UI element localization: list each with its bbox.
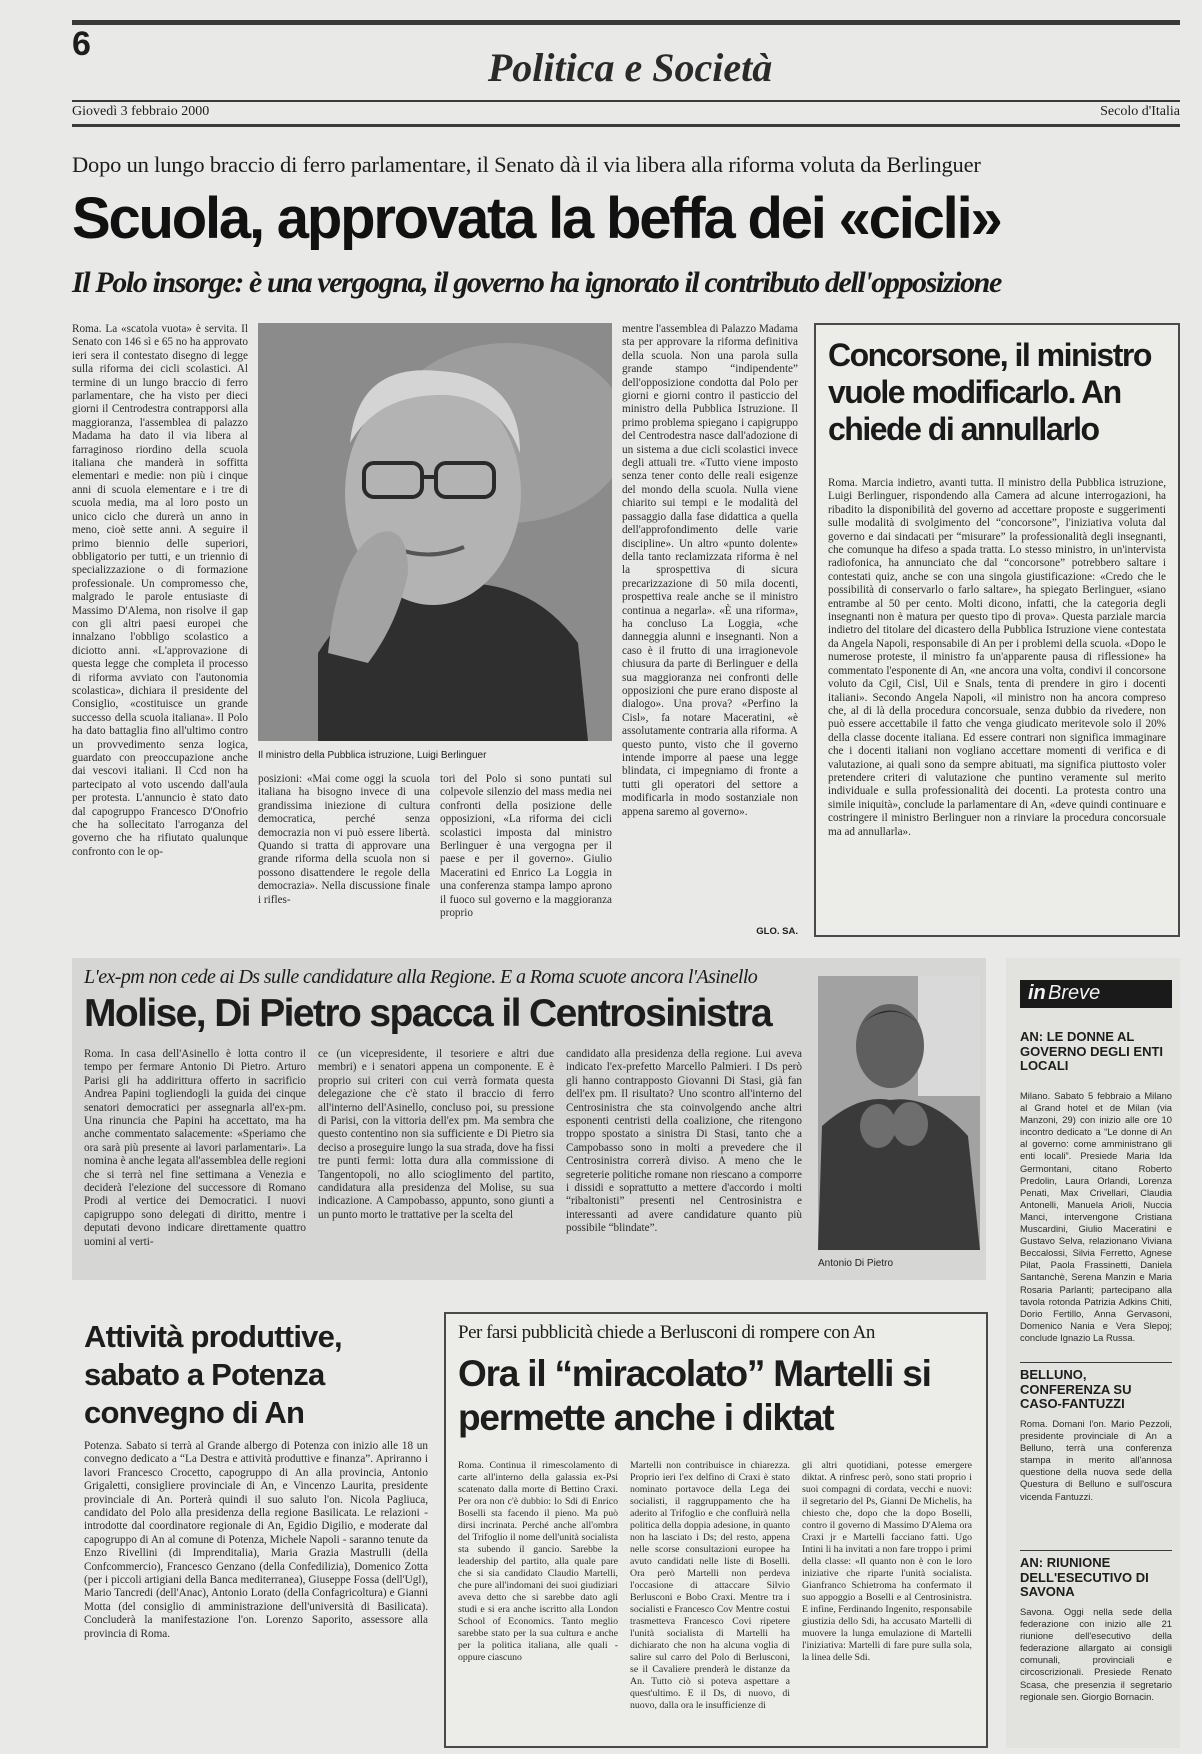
martelli-col-2-text: Martelli non contribuisce in chiarezza. Proprio ieri l'ex delfino di Craxi è stato nominato portavoce della Lega dei socialisti, il raggruppamento che ha aderito al Trifoglio e che confluirà nella politica della doppia adesione, in quanto non ha lasciato i Ds; del resto, appena nelle scorse consultazioni europee ha avuto candidati nelle liste di Boselli. Ora però Martelli non perdeva l'occasione di attaccare Silvio Berlusconi e Bobo Craxi. Mentre tra i socialisti e Francesco Cov Mentre costui trasmetteva Francesco Covi ripetere l'unità socialista di Martelli ha dichiarato che non ha alcuna voglia di salire sul carro del Polo di Berlusconi, se il Cavaliere prenderà le distanze da An. Tutto ciò si poteva aspettare a quest'ultimo. E il Ds, di nuovo, di nuovo, dalla ora le insufficienze di [630,1460,790,1711]
molise-headline: Molise, Di Pietro spacca il Centrosinistra [84,992,772,1035]
potenza-text: Potenza. Sabato si terrà al Grande albergo di Potenza con inizio alle 18 un convegno dedicato a “La Destra e attività produttive e finanza”. Apriranno i lavori Francesco Crocetto, capogruppo di An alla provincia, Antonio Grigaletti, consigliere provinciale di An, e Vincenzo Laurita, presidente provinciale di An. Porterà quindi il suo saluto l'on. Nicola Pagliuca, candidato del Polo alla presidenza della regione Basilicata. Le relazioni - introdotte dal coordinatore regionale di An, Egidio Digilio, e moderate dal capogruppo di An al comune di Potenza, Michele Napoli - saranno tenute da Enzo Rivellini (di Imprenditalia), Maria Grazia Mastrulli (della Confcommercio), Francesco Genzano (della Confedilizia), Domenico Zotta (per i piccoli artigiani della Banca mediterranea), Giuseppe Fossa (dell'Ugl), Mario Tancredi (dell'Anac), Antonio Lorato (della Confagricoltura) e Gianni Motta (del consiglio di amministrazione dell'università di Basilicata). Concluderà la manifestazione l'on. Lorenzo Saporito, assessore alla provincia di Roma. [84,1440,428,1640]
molise-kicker: L'ex-pm non cede ai Ds sulle candidature alla Regione. E a Roma scuote ancora l'Asinello [84,966,758,988]
martelli-col-3-text: gli altri quotidiani, potesse emergere diktat. A rinfresc però, sono stati proprio i suoi compagni di cordata, vecchi e nuovi: il segretario del Ps, Gianni De Michelis, ha chiesto che, dopo che la dopo Boselli, contro il governo di Massimo D'Alema ora Craxi jr e Martelli facciano fatti. Ugo Intini li ha invitati a non fare troppo i primi della classe: «Il quanto non è con le loro iniziative che riparte l'unità socialista. Gianfranco Schietroma ha confermato il suo appoggio a Boselli e al Centrosinistra. E infine, Ferdinando Ingenito, responsabile giustizia dello Sdi, ha accusato Martelli di muovere la lunga emulazione di Martelli l'iniziativa: Martelli di fare pure sulla sola, la linea delle Sdi. [802,1460,972,1663]
page-number: 6 [72,25,91,63]
potenza-headline: Attività produttive, sabato a Potenza convegno di An [84,1319,342,1430]
main-col-3-text: tori del Polo si sono puntati sul colpevole silenzio del mass media nei confronti della posizione delle opposizioni, «La riforma dei cicli scolastici imposta dal ministro Berlinguer è una vergogna per il paese e per il governo». Giulio Maceratini ed Enrico La Loggia in una conferenza stampa lampo aprono il fuoco sul governo e la maggioranza proprio [440,773,612,920]
berlinguer-caption: Il ministro della Pubblica istruzione, Luigi Berlinguer [258,750,487,761]
martelli-headline: Ora il “miracolato” Martelli si permette anche i diktat [458,1353,931,1438]
top-rule [72,20,1180,25]
date-rule [72,124,1180,127]
main-col-4-text: mentre l'assemblea di Palazzo Madama sta per approvare la riforma definitiva della scuola. Non una parola sulla grande stampo “indipendente” dell'opposizione condotta dal Polo per giorni e giorni contro il pasticcio del ministro della Pubblica Istruzione. Il primo problema spiegano i capigruppo del Centrodestra nasce dall'adozione di un sistema a due cicli scolastici invece degli attuali tre. «Tutto viene imposto senza tener conto delle reali esigenze del mondo della scuola. Nulla viene chiarito sui tempi e le modalità del passaggio dalla fase didattica a quella dell'approfondimento delle varie discipline». Un altro «punto dolente» della tanto reclamizzata riforma è nel la sprospettiva di sicura precarizzazione di 50 mila docenti, prospettiva reale anche se il ministro continua a negarla». «È una riforma», ha concluso La Loggia, «che danneggia alunni e insegnanti. Non a caso è il frutto di una irragionevole chiusura da parte di Berlinguer e della sua maggioranza nei confronti delle opposizioni che pure erano disposte al dialogo». Una prova? «Perfino la Cisl», fa notare Maceratini, «è assolutamente contraria alla riforma. A questo punto, visto che il governo intende imporre al paese una legge blindata, ci impegniamo di fronte a tutti gli operatori del settore a modificarla in modo sostanziale non appena saremo al governo». [622,323,798,818]
masthead-rule [72,100,1180,102]
molise-col-1-text: Roma. In casa dell'Asinello è lotta contro il tempo per fermare Antonio Di Pietro. Arturo Parisi gli ha addirittura offerto in sacrificio Andrea Papini togliendogli la guida dei cinque senatori democratici per assegnarla all'ex-pm. Una rinuncia che Papini ha accettato, ma ha anche commentato salacemente: «Speriamo che ora sarà più presente ai lavori parlamentari». La nomina è anche legata all'assemblea delle regioni che si terrà nel fine settimana a Venezia e deciderà l'elezione del successore di Romano Prodi al vertice dei Democratici. I nuovi capigruppo sono delegati di diritto, mentre i deputati devono indicare direttamente quattro uomini al verti- [84,1048,306,1248]
dipietro-caption: Antonio Di Pietro [818,1258,894,1269]
main-headline: Scuola, approvata la beffa dei «cicli» [72,186,1001,251]
concorsone-body [828,477,1166,925]
berlinguer-photo [258,323,612,741]
main-col-2-bottom [258,773,430,943]
breve-divider-1 [1020,1362,1172,1363]
breve-1-text: Milano. Sabato 5 febbraio a Milano al Grand hotel et de Milan (via Manzoni, 29) con inizio alle ore 10 incontro dedicato a “Le donne di An al governo: come amministrano gli enti locali”. Presiede Maria Ida Germontani, citano Roberto Predolin, Laura Orlandi, Lorenza Penati, Max Crivellari, Claudia Antonelli, Manuela Arioli, Nuccia Manci, intervengone Cristiana Muscardini, Giulio Maceratini e Gustavo Selva, relazionano Viviana Beccalossi, Silvia Ferretto, Agnese Pilat, Paola Frassinetti, Daniela Santanchè, Serena Manzin e Maria Rosaria Parlanti; partecipano alla tavola rotonda Patrizia Adkins Chiti, Dorio Fertillo, Anna Gervasoni, Domenico Nania e Vera Slepoj; conclude Ignazio La Russa. [1020,1090,1172,1343]
dipietro-illustration [818,976,980,1250]
breve-3-text: Savona. Oggi nella sede della federazione con inizio alle 21 riunione dell'esecutivo della federazione allargato ai consigli comunali, provinciali e circoscrizionali. Presiede Renato Scasa, che presenzia il segretario regionale sen. Giorgio Bornacin. [1020,1606,1172,1702]
issue-date: Giovedì 3 febbraio 2000 [72,104,210,119]
breve-1-title: AN: LE DONNE AL GOVERNO DEGLI ENTI LOCALI [1020,1029,1164,1073]
martelli-col-3 [802,1460,972,1740]
brevi-header-in: in [1028,982,1046,1004]
breve-3-title: AN: RIUNIONE DELL'ESECUTIVO DI SAVONA [1020,1555,1149,1599]
molise-col-3 [566,1048,802,1272]
martelli-kicker: Per farsi pubblicità chiede a Berlusconi di rompere con An [458,1322,875,1343]
molise-col-3-text: candidato alla presidenza della regione. Lui aveva indicato l'ex-prefetto Marcello Palmieri. I Ds però gli hanno contrapposto Giovanni Di Stasi, già fan dell'ex pm. Il risultato? Uno scontro all'interno del Centrosinistra che sta coinvolgendo anche altri esponenti centristi della coalizione, che ritengono troppo spostato a sinistra Di Stasi, tanto che a Campobasso sono in molti a prevedere che il Centrosinistra correrà diviso. A meno che le segreterie politiche romane non riescano a comporre i dissidi e soprattutto a mettere d'accordo i molti “ribaltonisti” presenti nel Centrosinistra e interessanti ad avere candidature quanto più possibile “blindate”. [566,1048,802,1235]
molise-col-2 [318,1048,554,1272]
martelli-col-2 [630,1460,790,1740]
section-title: Politica e Società [487,45,773,90]
martelli-col-1-text: Roma. Continua il rimescolamento di carte all'interno della galassia ex-Psi scatenato dalla morte di Bettino Craxi. Per ora non c'è dubbio: lo Sdi di Enrico Boselli sta facendo il pieno. Ma può dirsi incrinata. Perché anche all'ombra del Trifoglio il nome dell'unità socialista sta subendo il gancio. Sarebbe la leadership del partito, alla quale pare che si sia candidato Claudio Martelli, che pure all'indomani dei suoi giudiziari aveva detto che si sarebbe dato agli studi e si era anche iscritto alla London School of Economics. Tanto meglio sarebbe stato per la sua cultura e anche per la politica italiana, alle quali - oppure ciascuno [458,1460,618,1663]
main-col-3-bottom [440,773,612,943]
breve-2-title: BELLUNO, CONFERENZA SU CASO-FANTUZZI [1020,1367,1132,1411]
potenza-body [84,1440,428,1742]
concorsone-box [814,323,1180,937]
dipietro-photo [818,976,980,1250]
main-col-1-text: Roma. La «scatola vuota» è servita. Il Senato con 146 sì e 65 no ha approvato ieri sera il contestato disegno di legge sulla riforma dei cicli scolastici. Al termine di un lungo braccio di ferro parlamentare, che ha visto per dieci giorni il Centrodestra contrapporsi alla maggioranza, l'assemblea di palazzo Madama ha dato il via libera al farraginoso riordino della scuola italiana che manderà in soffitta elementari e medie: non più i cinque anni di scuola elementare e i tre di scuola media, ma al loro posto un unico ciclo che durerà un anno in meno, cioè sette anni. A seguire il primo biennio delle superiori, obbligatorio per tutti, e un triennio di specializzazione o di formazione professionale. Un compromesso che, malgrado le parole entusiaste di Massimo D'Alema, non risolve il gap con gli altri paesi europei che innalzano l'obbligo scolastico a diciotto anni. «L'approvazione di questa legge che completa il processo di riforma avviato con l'autonomia scolastica», dichiara il presidente del Consiglio, «costituisce un grande successo della scuola italiana». Il Polo ha dato battaglia fino all'ultimo contro un provvedimento senza logica, guardato con preoccupazione anche dai vescovi italiani. Il Ccd non ha partecipato al voto uscendo dall'aula per protesta. L'annuncio è stato dato dal capogruppo Francesco D'Onofrio che ha sollecitato l'arroganza del governo che ha rifiutato qualunque confronto con le op- [72,323,248,858]
main-col-1 [72,323,248,941]
breve-1-body [1020,1090,1172,1358]
molise-col-1 [84,1048,306,1272]
molise-col-2-text: ce (un vicepresidente, il tesoriere e altri due membri) e i senatori appena un componente. E è proprio sui criteri con cui verrà formata questa delegazione che c'è stato il braccio di ferro all'interno dell'Asinello, concluso poi, su pressione di Parisi, con la vittoria dell'ex pm. Ma sembra che questo contentino non sia sufficiente e Di Pietro sia deciso a proseguire lungo la sua strada, dove ha fissi tre punti fermi: lotta dura alla commissione di Tangentopoli, no allo scioglimento del partito, candidatura alla presidenza del Molise, su sua indicazione. A Campobasso, appunto, sono giunti a un punto morto le trattative per la scelta del [318,1048,554,1221]
paper-name: Secolo d'Italia [1100,104,1180,119]
concorsone-headline: Concorsone, il ministro vuole modificarlo. An chiede di annullarlo [828,337,1151,447]
main-col-2-text: posizioni: «Mai come oggi la scuola italiana ha bisogno invece di una grandissima iniezione di cultura democratica, perché senza democrazia non vi può essere libertà. Quando si tratta di approvare una grande riforma della scuola non si possono disattendere le regole della democrazia». Nella discussione finale i rifles- [258,773,430,906]
main-col-4 [622,323,798,923]
main-byline: GLO. SA. [756,926,798,937]
breve-3-body [1020,1606,1172,1742]
portrait-illustration [258,323,612,741]
breve-divider-2 [1020,1550,1172,1551]
breve-2-body [1020,1418,1172,1544]
martelli-box [444,1312,988,1748]
martelli-col-1 [458,1460,618,1740]
brevi-header [1020,980,1172,1008]
brevi-header-breve: Breve [1048,982,1101,1004]
main-subheadline: Il Polo insorge: è una vergogna, il governo ha ignorato il contributo dell'opposizione [72,266,1001,299]
breve-2-text: Roma. Domani l'on. Mario Pezzoli, presidente provinciale di An a Belluno, terrà una conferenza stampa in merito all'annosa questione della nuova sede della Questura di Belluno e sull'oscura vicenda Fantuzzi. [1020,1418,1172,1502]
main-kicker: Dopo un lungo braccio di ferro parlamentare, il Senato dà il via libera alla riforma voluta da Berlinguer [72,152,981,177]
concorsone-text: Roma. Marcia indietro, avanti tutta. Il ministro della Pubblica istruzione, Luigi Berlinguer, rispondendo alla Camera ad alcune interrogazioni, ha ribadito la disponibilità del governo ad accettare proposte e suggerimenti sulle modalità di svolgimento del “concorsone”, l'iniziativa voluta dal governo e dai sindacati per “misurare” la professionalità degli insegnanti, che comunque ha difeso a spada tratta. Lo stesso ministro, in un'intervista radiofonica, ha annunciato che dal “concorsone” potrebbero saltare i contestati quiz, anche se con una singola giustificazione: «Credo che le possibilità di conservarlo o farlo saltare», ha spiegato Berlinguer, «siano entrambe al 50 per cento. Molti dicono, infatti, che la categoria degli insegnanti non è matura per questo tipo di prova». Questa parziale marcia indietro del titolare del dicastero della Pubblica Istruzione viene contestata da Angela Napoli, responsabile di An per i problemi della scuola. «Dopo le numerose proteste, il ministro fa un'apparente pausa di riflessione» ha commentato l'esponente di An, «ne ancora una volta, condivi il concorsone voluto da Cgil, Cisl, Uil e Snals, tenta di prendere in giro i docenti italiani». Secondo Angela Napoli, «il ministro non ha ancora compreso che, al di là della procedura concorsuale, senza dubbio da rivedere, non può essere accettabile il fatto che venga giudicato meritevole solo il 20% della classe docente italiana. Ed essere contrari non significa immaginare che i docenti italiani non vogliano accettare momenti di verifica e di valutazione, ai quali sono da sempre abituati, ma significa piuttosto voler pretendere criteri di valutazione che puntino veramente sul merito individuale e sulla professionalità dei docenti. La protesta contro una simile iniquità», conclude la parlamentare di An, «deve quindi continuare e costringere il ministro Berlinguer non a rinviare la procedura concorsuale ma ad annullarla». [828,477,1166,838]
